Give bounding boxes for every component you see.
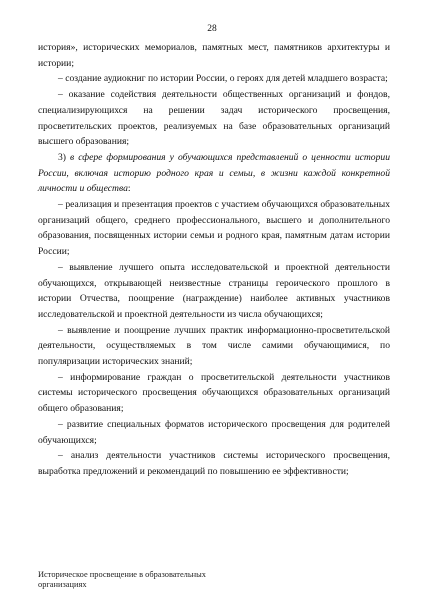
list-item: – создание аудиокниг по истории России, о героях для детей младшего возраста; (58, 73, 388, 85)
paragraph: история», исторических мемориалов, памятных мест, памятников архитектуры и истории; (38, 42, 390, 69)
section-number: 3) (58, 151, 71, 163)
document-body (38, 40, 390, 480)
list-item: – выявление и поощрение лучших практик информационно-просветительской деятельности, осуществляемых в том числе самими обучающимися, по популяризации исторических знаний; (38, 324, 390, 368)
page-footer (38, 570, 258, 590)
section-intro (38, 150, 390, 197)
list-item: – информирование граждан о просветительской деятельности участников системы исторического просвещения обучающихся образовательных организаций общего образования; (38, 371, 390, 415)
section-heading: в сфере формирования у обучающихся представлений о ценности истории России, включая историю родного края и семьи, в жизни каждой конкретной личности и общества (38, 151, 390, 195)
section-colon: : (127, 183, 131, 195)
footer-line: Историческое просвещение в образовательных (38, 570, 206, 579)
list-item: – реализация и презентация проектов с участием обучающихся образовательных организаций общего, среднего профессионального, высшего и дополнительного образования, посвященных истории семьи и родного края, памятным датам истории России; (38, 199, 390, 258)
list-item: – анализ деятельности участников системы исторического просвещения, выработка предложений и рекомендаций по повышению ее эффективности; (38, 450, 390, 477)
list-item: – оказание содействия деятельности общественных организаций и фондов, специализирующихся на решении задач исторического просвещения, просветительских проектов, реализуемых на базе образовательных организаций высшего образования; (38, 89, 390, 148)
page-number: 28 (207, 24, 217, 34)
list-item: – развитие специальных форматов исторического просвещения для родителей обучающихся; (38, 418, 390, 446)
list-item: – выявление лучшего опыта исследовательской и проектной деятельности обучающихся, открывающей неизвестные страницы героического прошлого в истории Отчества, поощрение (награждение) наиболее активных участников исследовательской и проектной деятельности из числа обучающихся; (38, 261, 390, 320)
footer-line: организациях (38, 580, 87, 589)
